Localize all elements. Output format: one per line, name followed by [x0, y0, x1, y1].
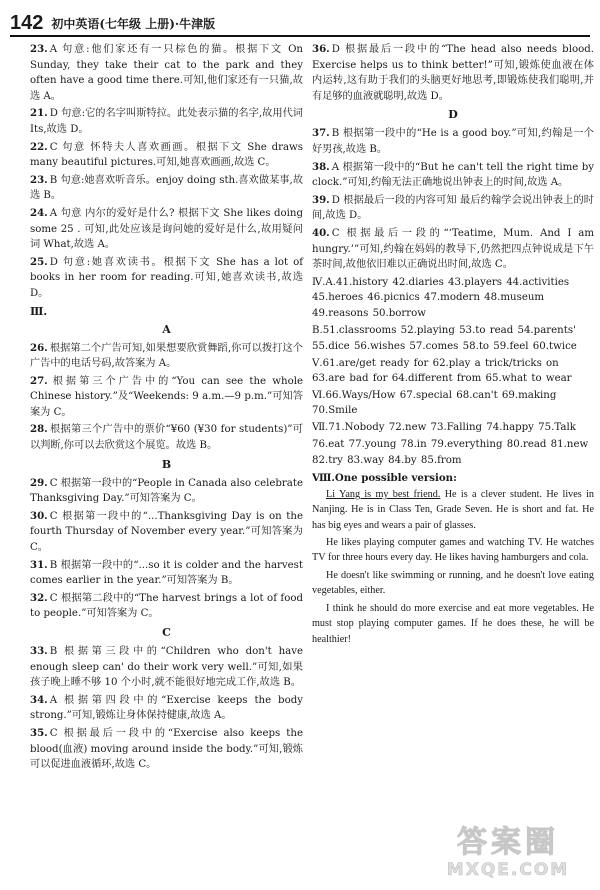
- watermark-text-cn: 答案圈: [457, 825, 559, 860]
- watermark-logo: [424, 822, 592, 884]
- essay-paragraph: Li Yang is my best friend. He is a clever student. He lives in Nanjing. He is in Class Ten, Grade Seven. He is short and fat. He has big eyes and wears a pair of glasses.: [312, 488, 594, 531]
- answer-item: 29. C 根据第一段中的“People in Canada also celebrate Thanksgiving Day.”可知答案为 C。: [30, 476, 303, 505]
- answer-item: 32. C 根据第二段中的“The harvest brings a lot of food to people.”可知答案为 C。: [30, 591, 303, 620]
- answer-item: 25. D 句意:她喜欢读书。根据下文 She has a lot of books in her room for reading.可知,她喜欢读书,故选 D。: [30, 255, 303, 299]
- page-header: [10, 6, 590, 34]
- essay-paragraph: He doesn't like swimming or running, and he doesn't love eating vegetables, either.: [312, 569, 594, 597]
- word-answers-section-4b: B.51.classrooms 52.playing 53.to read 54.parents': [312, 324, 576, 336]
- answer-item: 38. A 根据第一段中的“But he can't tell the right time by clock.”可知,约翰无法正确地说出钟表上的时间,故选 A。: [312, 160, 594, 189]
- essay-paragraph: I think he should do more exercise and eat more vegetables. He must stop playing computer games. If he does these, he will be healthier!: [312, 602, 594, 645]
- answer-item: 24. A 句意 内尔的爱好是什么? 根据下文 She likes doing some 25 . 可知,此处应该是询问她的爱好是什么,故用疑问词 What,故选 A。: [30, 206, 303, 251]
- section-heading: Ⅲ.: [30, 304, 48, 318]
- answer-item: 22. C 句意 怀特夫人喜欢画画。根据下文 She draws many beautiful pictures.可知,她喜欢画画,故选 C。: [30, 140, 303, 169]
- word-answers-section-7b: 76.eat 77.young 78.in 79.everything 80.read 81.new: [312, 438, 589, 450]
- answer-item: 39. D 根据最后一段的内容可知 最后约翰学会说出钟表上的时间,故选 D。: [312, 193, 594, 222]
- essay-paragraph: He likes playing computer games and watching TV. He watches TV for three hours every day. He likes having hamburgers and cola.: [312, 537, 594, 564]
- word-answers-section-4c: 55.dice 56.wishes 57.comes 58.to 59.feel 60.twice: [312, 341, 577, 353]
- word-answers-section-5: Ⅴ.61.are/get ready for 62.play a trick/tricks on 63.are bad for 64.different from 65.what to wear: [312, 357, 572, 385]
- answer-item: 26. 根据第二个广告可知,如果想要欣赏舞蹈,你可以拨打这个广告中的电话号码,故答案为 A。: [30, 341, 303, 370]
- page-number: 142: [10, 12, 44, 34]
- answer-item: 36. D 根据最后一段中的“The head also needs blood. Exercise helps us to think better!”可知,锻炼使血液在体内运转,这有助于我们的头脑更好地思考,即锻炼使我们聪明,并有足够的血液就聪明,故选 D。: [312, 43, 594, 102]
- section-letter: A: [162, 322, 171, 336]
- section-letter: B: [161, 457, 172, 471]
- book-title: 初中英语(七年级 上册)·牛津版: [51, 17, 216, 31]
- answer-item: 31. B 根据第一段中的“...so it is colder and the harvest comes earlier in the year.”可知答案为 B。: [30, 558, 303, 587]
- section-letter: C: [162, 626, 171, 639]
- answer-item: 21. D 句意:它的名字叫斯特拉。此处表示猫的名字,故用代词 Its,故选 D。: [30, 107, 303, 135]
- section-letter: D: [448, 108, 458, 122]
- watermark-text-en: MXQE.COM: [446, 860, 570, 880]
- answer-item: 40. C 根据最后一段的“‘Teatime, Mum. And I am hungry.’”可知,约翰在妈妈的教导下,仍然把四点钟说成是下午茶时间,故他依旧难以正确说出时间,故选 C。: [312, 226, 594, 271]
- answer-item: 23. B 句意:她喜欢听音乐。enjoy doing sth.喜欢做某事,故选 B。: [30, 173, 303, 202]
- answer-item: 35. C 根据最后一段中的“Exercise also keeps the blood(血液) moving around inside the body.”可知,锻炼可以促进血液循环,故选 C。: [30, 726, 303, 771]
- essay-lead-sentence: Li Yang is my best friend.: [326, 488, 441, 500]
- header-rule: [10, 35, 590, 37]
- word-answers-section-6: Ⅵ.66.Ways/How 67.special 68.can't 69.making 70.Smile: [312, 389, 557, 417]
- answer-item: 28. 根据第三个广告中的票价“¥60 (¥30 for students)”可以判断,你可以去欣赏这个展览。故选 B。: [30, 423, 303, 452]
- answer-item: 34. A 根据第四段中的“Exercise keeps the body strong.”可知,锻炼让身体保持健康,故选 A。: [30, 693, 303, 722]
- left-column: [30, 42, 303, 775]
- answer-item: 30. C 根据第一段中的“...Thanksgiving Day is on the fourth Thursday of November every year.”可知答案为 C。: [30, 509, 303, 554]
- word-answers-section-4a: Ⅳ.A.41.history 42.diaries 43.players 44.activities 45.heroes 46.picnics 47.modern 48.museum 49.reasons 50.borrow: [312, 276, 570, 319]
- answer-item: 23. A 句意:他们家还有一只棕色的猫。根据下文 On Sunday, they take their cat to the park and they often have a good time there.可知,他们家还有一只猫,故选 A。: [30, 43, 303, 102]
- word-answers-section-7: Ⅶ.71.Nobody 72.new 73.Falling 74.happy 75.Talk: [312, 422, 576, 434]
- answer-item: 27. 根据第三个广告中的“You can see the whole Chinese history.”及“Weekends: 9 a.m.—9 p.m.”可知答案为 C。: [30, 374, 303, 418]
- right-column: [312, 42, 594, 649]
- essay-heading: Ⅷ.One possible version:: [312, 471, 457, 484]
- answer-item: 33. B 根据第三段中的“Children who don't have enough sleep can' do their work very well.”可知,如果孩子晚上睡不够 10 个小时,就不能很好地完成工作,故选 B。: [30, 645, 303, 689]
- word-answers-section-7c: 82.try 83.way 84.by 85.from: [312, 455, 462, 467]
- answer-item: 37. B 根据第一段中的“He is a good boy.”可知,约翰是一个好男孩,故选 B。: [312, 127, 594, 155]
